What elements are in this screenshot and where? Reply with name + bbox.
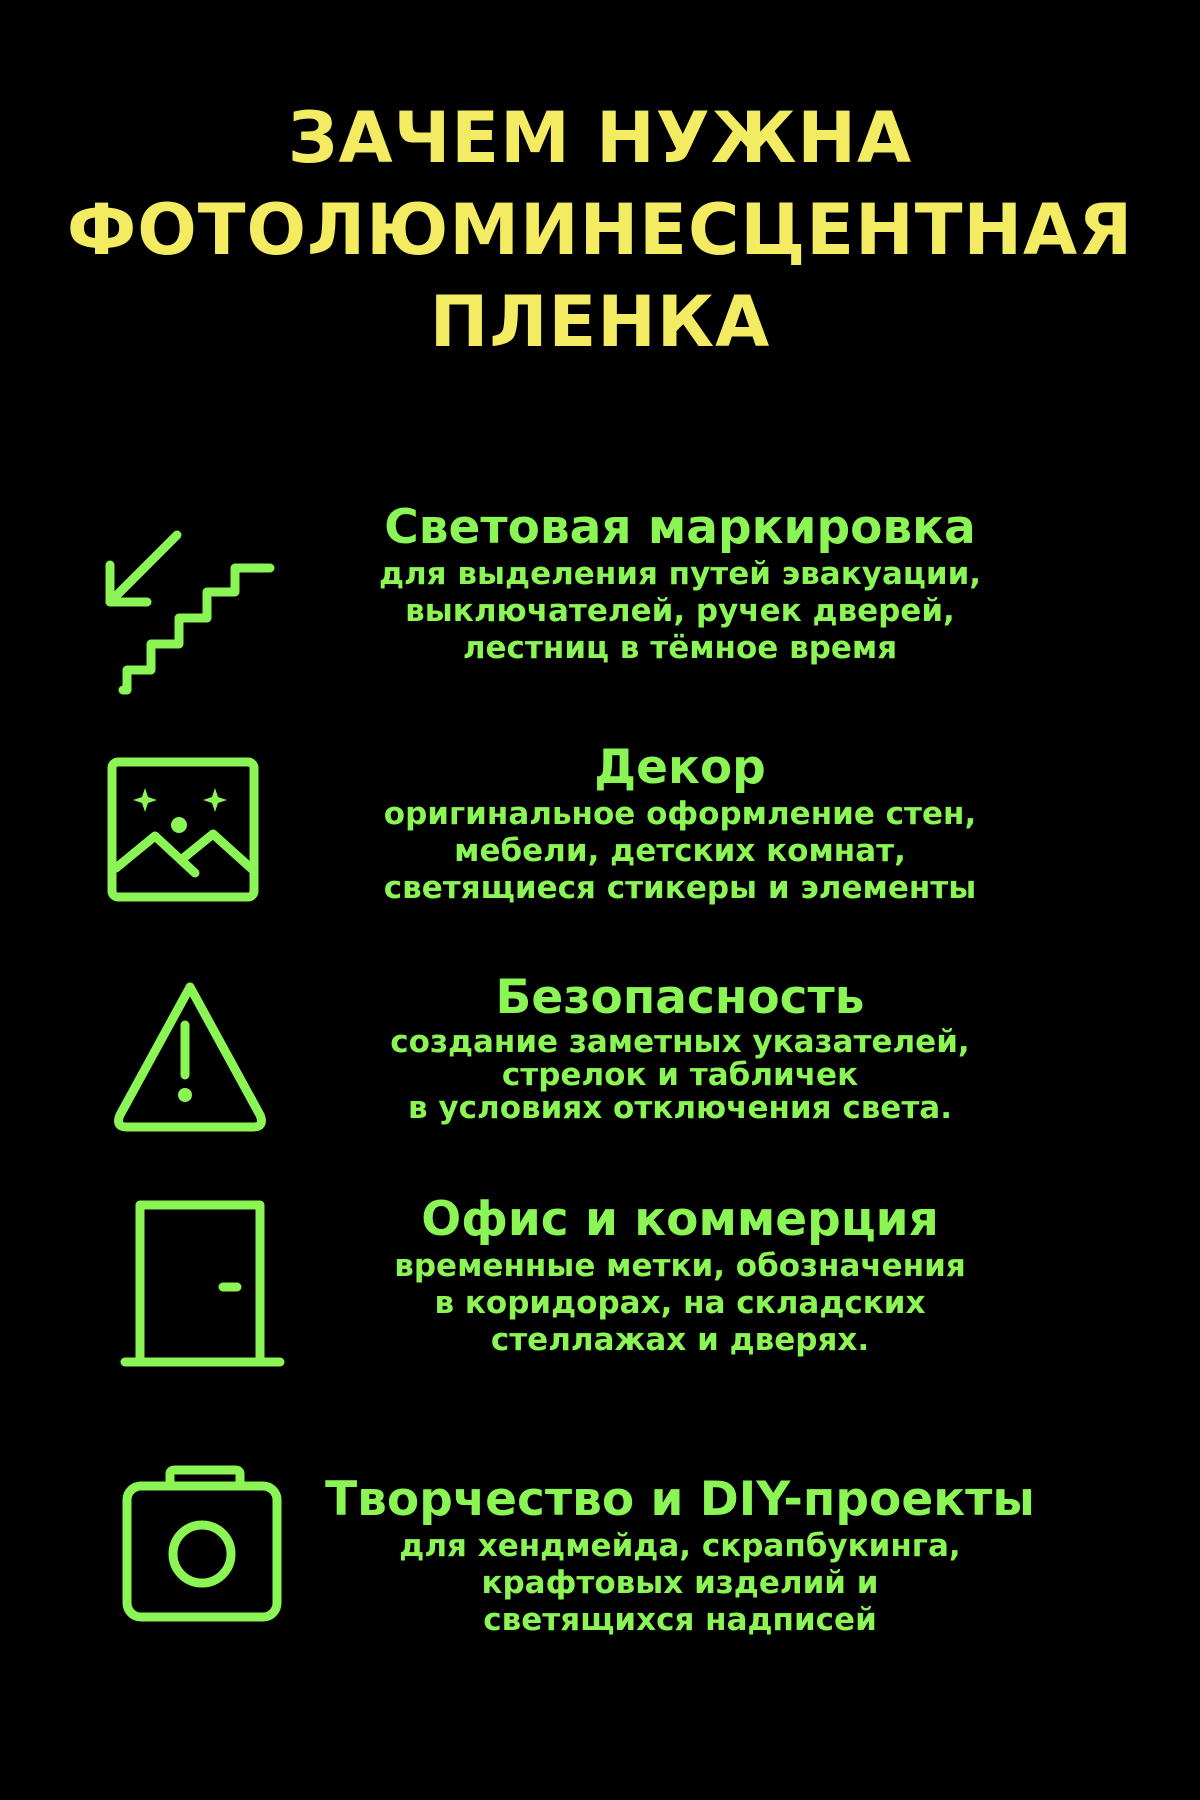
title-line: ФОТОЛЮМИНЕСЦЕНТНАЯ: [66, 189, 1134, 271]
camera-icon: [95, 1460, 285, 1650]
title-line: ЗАЧЕМ НУЖНА: [287, 97, 913, 179]
description-line: стеллажах и дверях.: [490, 1322, 870, 1358]
feature-description: [300, 1528, 1060, 1639]
title-line: ПЛЕНКА: [429, 281, 771, 363]
description-line: создание заметных указателей,: [390, 1024, 970, 1060]
feature-heading: Световая маркировка: [384, 500, 976, 555]
description-line: светящихся надписей: [483, 1602, 877, 1638]
description-line: в условиях отключения света.: [408, 1090, 952, 1126]
description-line: в коридорах, на складских: [434, 1285, 926, 1321]
description-line: временные метки, обозначения: [394, 1248, 966, 1284]
description-line: мебели, детских комнат,: [454, 833, 906, 869]
feature-description: [300, 1248, 1060, 1359]
description-line: стрелок и табличек: [501, 1057, 859, 1093]
page-title: [0, 92, 1200, 368]
description-line: светящиеся стикеры и элементы: [383, 870, 977, 906]
feature-heading: Офис и коммерция: [421, 1192, 939, 1247]
description-line: оригинальное оформление стен,: [383, 796, 977, 832]
picture-icon: [95, 748, 285, 938]
feature-heading: Декор: [594, 740, 766, 795]
description-line: лестниц в тёмное время: [462, 630, 898, 666]
feature-description: [300, 556, 1060, 667]
feature-heading: Творчество и DIY-проекты: [325, 1472, 1035, 1527]
description-line: для выделения путей эвакуации,: [378, 556, 982, 592]
feature-heading: Безопасность: [495, 970, 865, 1025]
feature-description: [300, 796, 1060, 907]
door-icon: [95, 1195, 285, 1385]
description-line: выключателей, ручек дверей,: [405, 593, 955, 629]
stairs-arrow-icon: [95, 520, 285, 710]
description-line: для хендмейда, скрапбукинга,: [399, 1528, 961, 1564]
warning-icon: [95, 975, 285, 1165]
feature-description: [300, 1026, 1060, 1125]
description-line: крафтовых изделий и: [481, 1565, 879, 1601]
